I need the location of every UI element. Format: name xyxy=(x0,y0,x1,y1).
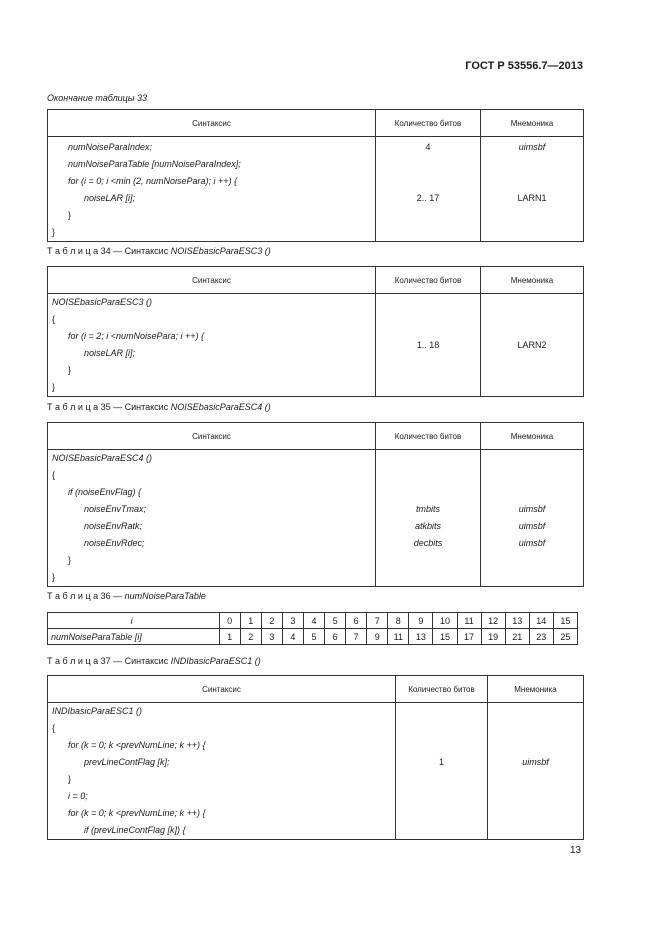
index-cell: 8 xyxy=(388,613,409,629)
index-cell: 12 xyxy=(481,613,505,629)
syntax-line: { xyxy=(52,470,56,480)
header-syntax: Синтаксис xyxy=(48,267,376,294)
mnemonic-value: uimsbf xyxy=(518,521,546,531)
value-cell: 2 xyxy=(240,629,261,645)
table-36 xyxy=(47,612,578,645)
value-cell: 4 xyxy=(282,629,303,645)
value-cell: 17 xyxy=(457,629,481,645)
syntax-line: { xyxy=(52,723,56,733)
syntax-line: } xyxy=(52,572,56,582)
syntax-line: numNoiseParaIndex; xyxy=(68,142,153,152)
syntax-line: noiseEnvRdec; xyxy=(84,538,145,548)
syntax-line: noiseEnvTmax; xyxy=(84,504,147,514)
value-cell: 25 xyxy=(553,629,577,645)
value-cell: 1 xyxy=(219,629,240,645)
index-cell: 3 xyxy=(282,613,303,629)
index-cell: 7 xyxy=(367,613,388,629)
index-cell: 15 xyxy=(553,613,577,629)
page-number: 13 xyxy=(570,845,582,856)
mnemonic-value: LARN2 xyxy=(481,294,584,397)
value-cell: 11 xyxy=(388,629,409,645)
syntax-line: NOISEbasicParaESC4 () xyxy=(52,453,153,463)
syntax-line: for (i = 0; i <min (2, numNoisePara); i ++) { xyxy=(68,176,238,186)
bits-value: 1.. 18 xyxy=(376,294,481,397)
value-cell: 7 xyxy=(346,629,367,645)
value-cell: 9 xyxy=(367,629,388,645)
header-mnemonic: Мнемоника xyxy=(481,423,584,450)
header-bits: Количество битов xyxy=(396,676,488,703)
syntax-line: } xyxy=(52,382,56,392)
syntax-line: } xyxy=(52,227,56,237)
table-35-caption: Т а б л и ц а 35 — Синтаксис NOISEbasicParaESC4 () xyxy=(47,402,271,412)
syntax-line: { xyxy=(52,314,56,324)
bits-value: 4 xyxy=(425,142,431,152)
table-33 xyxy=(47,109,584,242)
syntax-line: } xyxy=(68,210,72,220)
header-mnemonic: Мнемоника xyxy=(481,267,584,294)
index-cell: 11 xyxy=(457,613,481,629)
bits-value: decbits xyxy=(413,538,443,548)
document-id: ГОСТ Р 53556.7—2013 xyxy=(465,60,583,72)
header-bits: Количество битов xyxy=(376,267,481,294)
bits-value: 1 xyxy=(438,757,444,767)
header-bits: Количество битов xyxy=(376,110,481,137)
syntax-line: for (i = 2; i <numNoisePara; i ++) { xyxy=(68,331,205,341)
syntax-line: } xyxy=(68,365,72,375)
table-34 xyxy=(47,266,584,397)
value-cell: 5 xyxy=(303,629,324,645)
table-37 xyxy=(47,675,584,840)
index-cell: 10 xyxy=(433,613,457,629)
bits-value: 2.. 17 xyxy=(416,193,440,203)
syntax-line: INDIbasicParaESC1 () xyxy=(52,706,143,716)
index-cell: 13 xyxy=(505,613,529,629)
value-cell: 21 xyxy=(505,629,529,645)
header-mnemonic: Мнемоника xyxy=(488,676,584,703)
index-cell: 14 xyxy=(529,613,553,629)
value-cell: 6 xyxy=(325,629,346,645)
bits-value: atkbits xyxy=(414,521,441,531)
header-syntax: Синтаксис xyxy=(48,423,376,450)
syntax-line: } xyxy=(68,555,72,565)
index-cell: 0 xyxy=(219,613,240,629)
syntax-line: noiseLAR [i]; xyxy=(84,348,136,358)
row-label-table: numNoiseParaTable [i] xyxy=(48,629,220,645)
mnemonic-value: uimsbf xyxy=(522,757,549,767)
header-mnemonic: Мнемоника xyxy=(481,110,584,137)
table-36-caption: Т а б л и ц а 36 — numNoiseParaTable xyxy=(47,591,206,601)
value-cell: 13 xyxy=(409,629,433,645)
value-cell: 15 xyxy=(433,629,457,645)
syntax-line: for (k = 0; k <prevNumLine; k ++) { xyxy=(68,808,206,818)
table-37-caption: Т а б л и ц а 37 — Синтаксис INDIbasicParaESC1 () xyxy=(47,656,261,666)
syntax-line: for (k = 0; k <prevNumLine; k ++) { xyxy=(68,740,206,750)
syntax-line: NOISEbasicParaESC3 () xyxy=(52,297,153,307)
row-label-i: i xyxy=(48,613,220,629)
syntax-line: noiseEnvRatk; xyxy=(84,521,143,531)
syntax-line: numNoiseParaTable [numNoiseParaIndex]; xyxy=(68,159,241,169)
syntax-line: } xyxy=(68,774,72,784)
table-33-caption: Окончание таблицы 33 xyxy=(47,93,147,103)
value-cell: 3 xyxy=(261,629,282,645)
index-cell: 1 xyxy=(240,613,261,629)
index-cell: 2 xyxy=(261,613,282,629)
mnemonic-value: LARN1 xyxy=(517,193,547,203)
index-cell: 5 xyxy=(325,613,346,629)
mnemonic-value: uimsbf xyxy=(518,504,546,514)
mnemonic-value: uimsbf xyxy=(518,142,546,152)
header-syntax: Синтаксис xyxy=(48,110,376,137)
table-34-caption: Т а б л и ц а 34 — Синтаксис NOISEbasicParaESC3 () xyxy=(47,246,271,256)
value-cell: 19 xyxy=(481,629,505,645)
syntax-line: i = 0; xyxy=(68,791,88,801)
header-bits: Количество битов xyxy=(376,423,481,450)
mnemonic-value: uimsbf xyxy=(518,538,546,548)
syntax-line: noiseLAR [i]; xyxy=(84,193,136,203)
value-cell: 23 xyxy=(529,629,553,645)
bits-value: tmbits xyxy=(415,504,440,514)
table-35 xyxy=(47,422,584,587)
syntax-line: prevLineContFlag [k]; xyxy=(84,757,170,767)
syntax-line: if (noiseEnvFlag) { xyxy=(68,487,142,497)
syntax-line: if (prevLineContFlag [k]) { xyxy=(84,825,186,835)
index-cell: 9 xyxy=(409,613,433,629)
header-syntax: Синтаксис xyxy=(48,676,396,703)
index-cell: 4 xyxy=(303,613,324,629)
index-cell: 6 xyxy=(346,613,367,629)
